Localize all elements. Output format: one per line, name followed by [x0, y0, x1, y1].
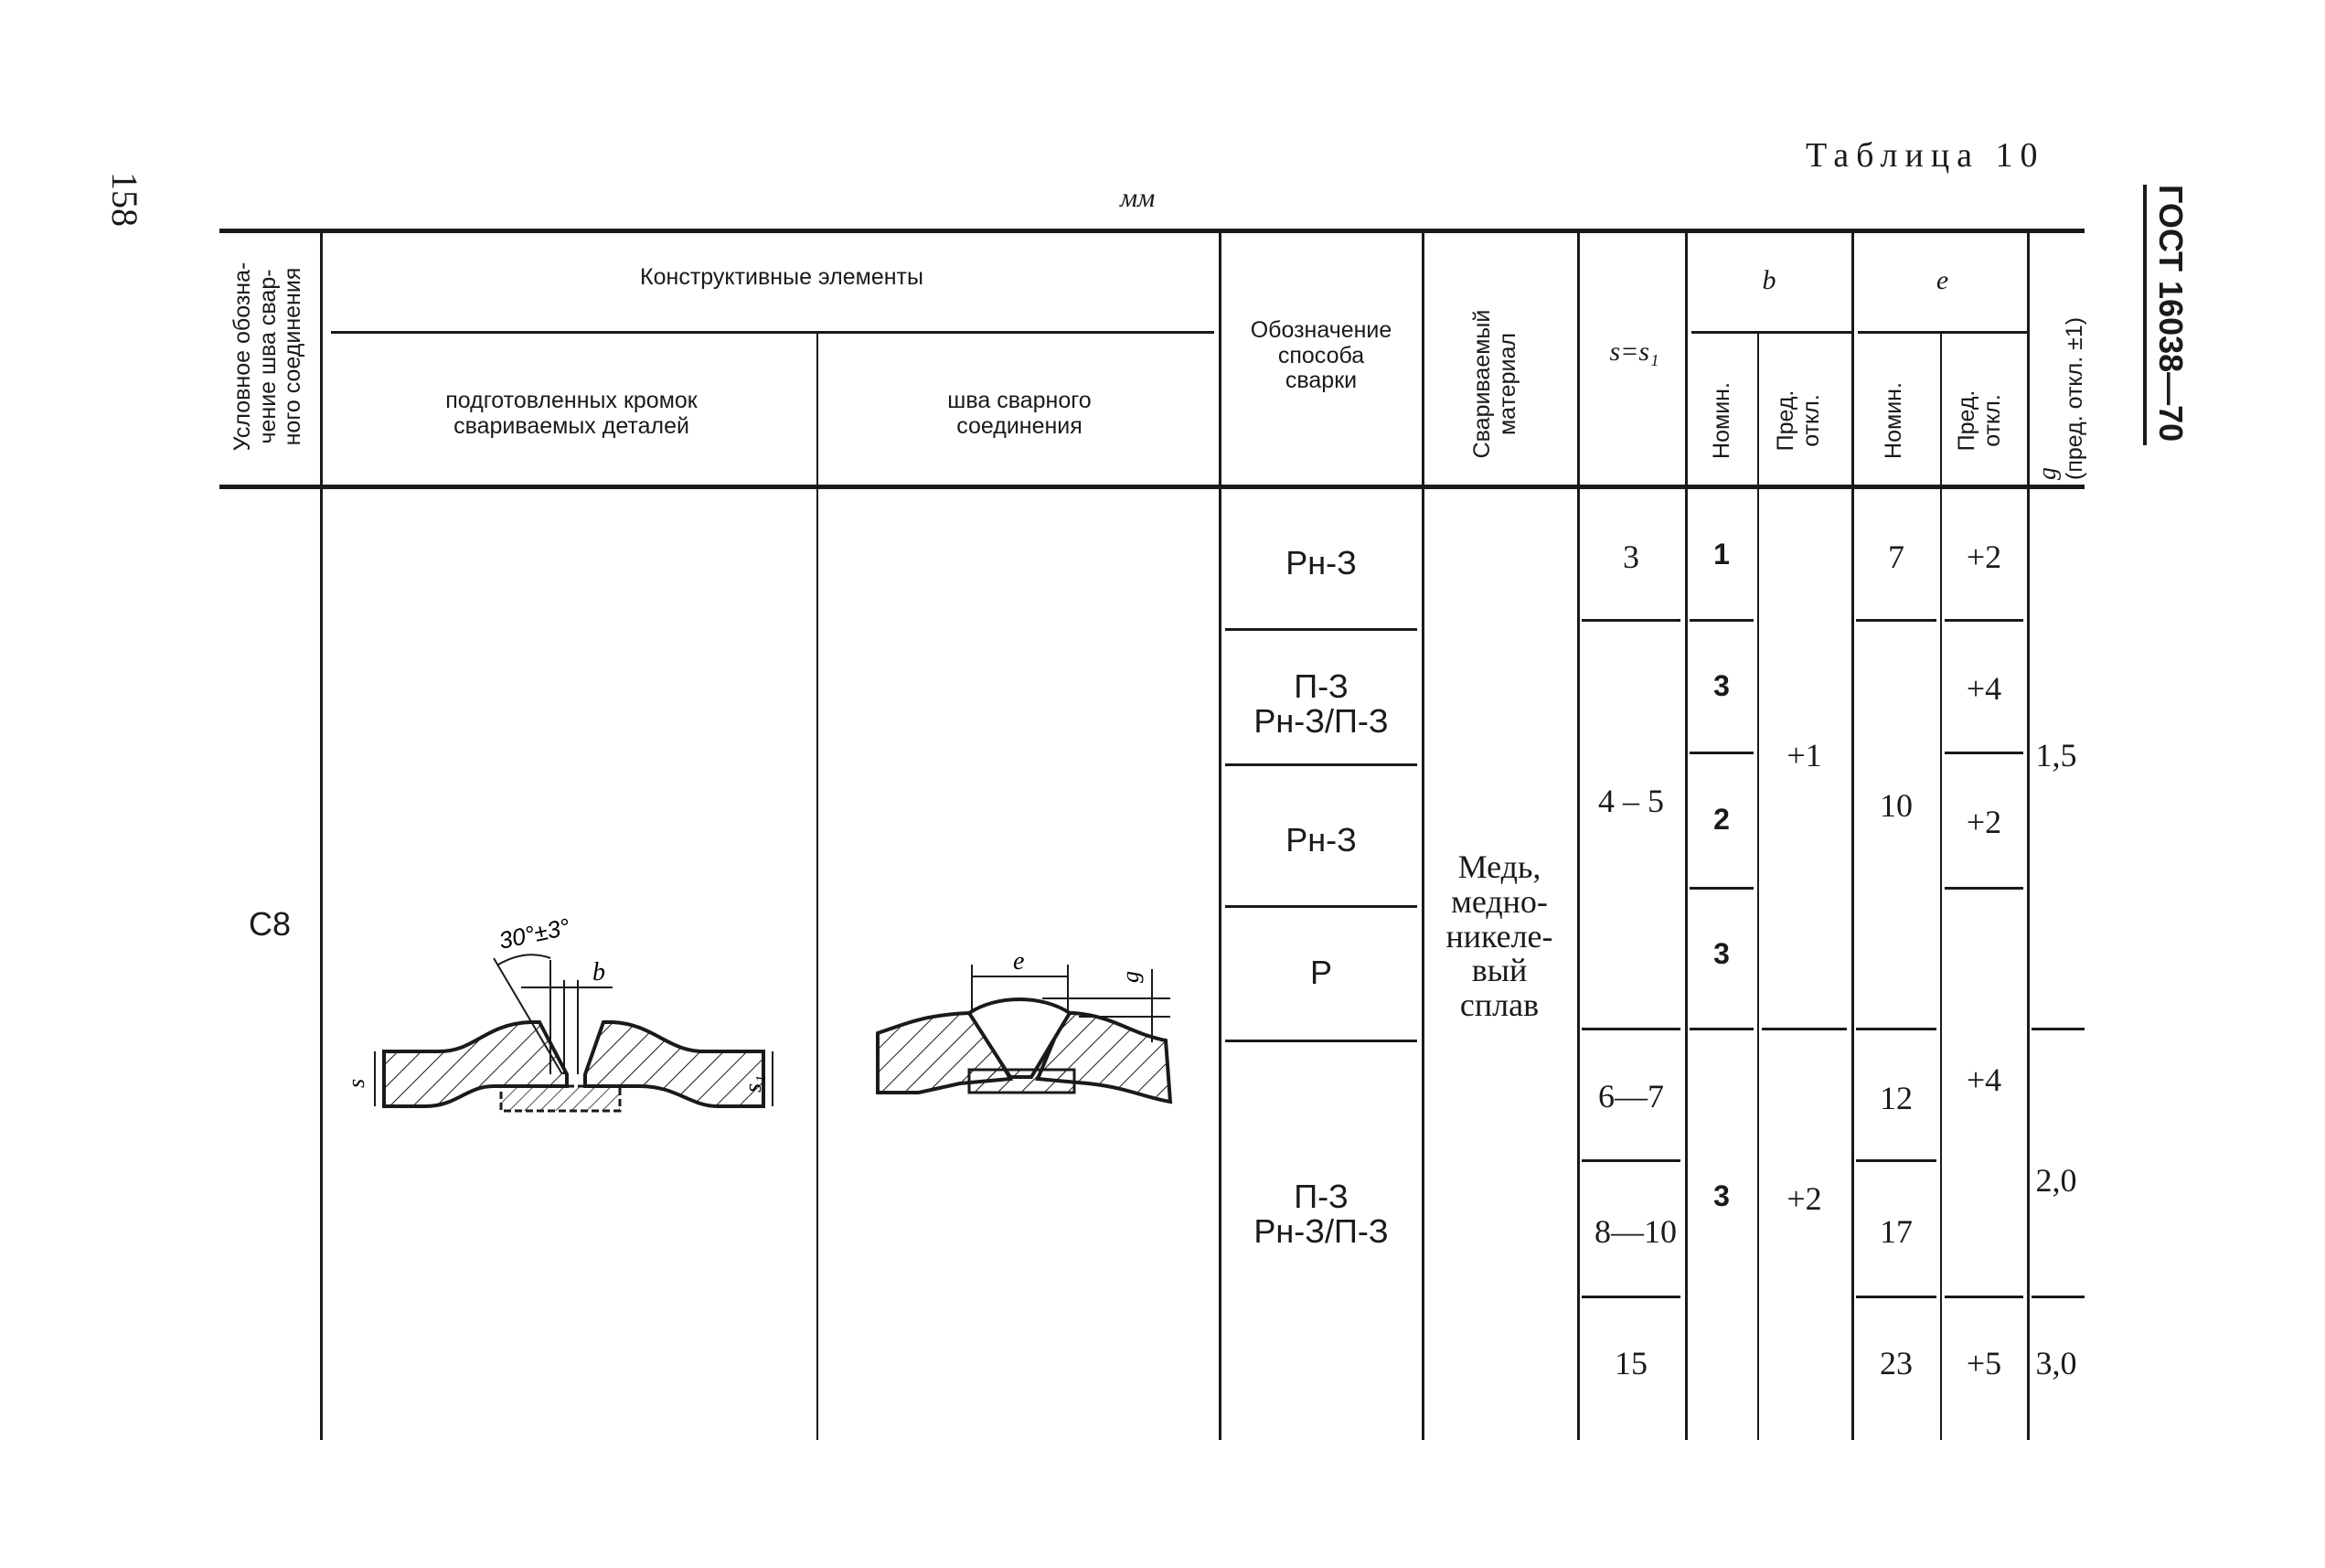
b-nom-sep-4: [1690, 1028, 1754, 1030]
header-designation-line-3: ного соединения: [280, 267, 305, 446]
e-tolerance-3: +2: [1966, 804, 2002, 840]
g-value-2: 2,0: [2035, 1162, 2077, 1199]
header-e-tolerance: [1955, 366, 2005, 475]
header-material-line-2: материал: [1494, 333, 1520, 435]
s-value-5: 15: [1615, 1345, 1648, 1381]
s-value-3: 6—7: [1598, 1078, 1664, 1115]
header-e: e: [1936, 265, 1949, 295]
b-nominal-5: 3: [1713, 1179, 1730, 1212]
e-nominal-2: 10: [1880, 787, 1913, 824]
material-line-3: никеле-: [1445, 917, 1553, 955]
method-2: [1225, 669, 1417, 739]
b-tol-sep-1: [1762, 1028, 1847, 1030]
page-number: 158: [104, 172, 145, 227]
s-sep-2: [1582, 1028, 1680, 1030]
gost-rule: [2143, 185, 2147, 445]
header-thickness: s=s₁: [1609, 336, 1659, 367]
method-sep-2: [1225, 763, 1417, 766]
table-title: Таблица 10: [1806, 136, 2045, 175]
gost-code: ГОСТ 16038—70: [2152, 185, 2190, 443]
width-label: e: [1013, 947, 1025, 976]
header-g-symbol: g: [2033, 467, 2062, 480]
method-4: Р: [1309, 954, 1332, 991]
header-g: [2034, 251, 2087, 480]
method-3: Рн-З: [1285, 821, 1357, 859]
header-weld-seam-line-1: шва сварного: [947, 388, 1092, 413]
header-e-tolerance-line-1: Пред.: [1954, 389, 1979, 452]
header-e-tolerance-line-2: откл.: [1978, 394, 2005, 447]
header-weld-seam-line-2: соединения: [956, 412, 1083, 439]
header-designation-line-1: Условное обозна-: [229, 261, 255, 452]
e-nominal-4: 17: [1880, 1213, 1913, 1250]
method-sep-3: [1225, 905, 1417, 908]
header-method-line-2: способа: [1277, 342, 1365, 368]
header-prepared-edges: [366, 389, 777, 439]
col-rule-5: [1577, 233, 1580, 1440]
col-rule-4: [1422, 233, 1424, 1440]
col-rule-7: [1757, 334, 1759, 1440]
thickness-2-label: s₁: [740, 1074, 766, 1093]
s-sep-3: [1582, 1159, 1680, 1162]
header-method: [1230, 318, 1413, 394]
s-value-4: 8—10: [1594, 1213, 1677, 1250]
s-sep-1: [1582, 619, 1680, 622]
reinforcement-label: g: [1117, 971, 1144, 983]
b-nominal-1: 1: [1713, 538, 1730, 571]
g-sep-1: [2032, 1028, 2085, 1030]
e-tolerance-1: +2: [1966, 539, 2002, 575]
col-rule-6: [1685, 233, 1688, 1440]
b-subheader-rule: [1691, 331, 1851, 334]
e-nominal-3: 12: [1880, 1080, 1913, 1116]
header-designation-line-2: чение шва свар-: [254, 269, 281, 444]
header-g-tolerance: (пред. откл. ±1): [2061, 316, 2087, 480]
e-nom-sep-4: [1856, 1296, 1936, 1298]
header-prepared-edges-line-2: свариваемых деталей: [453, 412, 689, 439]
method-2-line-2: Рн-З/П-З: [1253, 701, 1389, 740]
header-material-line-1: Свариваемый: [1469, 309, 1495, 459]
header-method-line-1: Обозначение: [1250, 317, 1392, 343]
e-tolerance-2: +4: [1966, 670, 2002, 707]
material-line-2: медно-: [1451, 882, 1548, 920]
units-label: мм: [1120, 183, 1156, 213]
method-sep-1: [1225, 628, 1417, 631]
structural-subheader-rule: [331, 331, 1214, 334]
s-value-1: 3: [1623, 539, 1639, 575]
material-line-1: Медь,: [1457, 848, 1541, 885]
header-method-line-3: сварки: [1285, 368, 1358, 393]
b-nom-sep-2: [1690, 752, 1754, 754]
material-line-4: вый: [1471, 952, 1528, 989]
backing-strip: [501, 1086, 620, 1111]
method-5: [1225, 1179, 1417, 1249]
header-b-tolerance: [1774, 366, 1824, 475]
header-designation: [230, 238, 306, 475]
header-weld-seam: [859, 389, 1179, 439]
e-nom-sep-3: [1856, 1159, 1936, 1162]
material: [1426, 850, 1573, 1023]
b-nominal-4: 3: [1713, 937, 1730, 970]
e-tol-sep-1: [1945, 619, 2023, 622]
method-5-line-1: П-З: [1294, 1178, 1349, 1215]
b-nom-sep-1: [1690, 619, 1754, 622]
b-nominal-2: 3: [1713, 669, 1730, 702]
e-nom-sep-1: [1856, 619, 1936, 622]
s-sep-4: [1582, 1296, 1680, 1298]
g-value-1: 1,5: [2035, 737, 2077, 773]
method-2-line-1: П-З: [1294, 667, 1349, 705]
b-nominal-3: 2: [1713, 803, 1730, 836]
col-rule-9: [1940, 334, 1942, 1440]
col-rule-10: [2027, 233, 2030, 1440]
header-prepared-edges-line-1: подготовленных кромок: [445, 388, 698, 413]
material-line-5: сплав: [1459, 987, 1540, 1024]
header-b: b: [1762, 265, 1776, 295]
prepared-edges-drawing: [338, 878, 795, 1143]
method-sep-4: [1225, 1040, 1417, 1042]
e-nominal-1: 7: [1888, 539, 1904, 575]
col-rule-1: [320, 233, 323, 1440]
table-top-rule: [219, 229, 2085, 233]
e-tol-sep-2: [1945, 752, 2023, 754]
e-nom-sep-2: [1856, 1028, 1936, 1030]
col-rule-2: [816, 334, 818, 1440]
weld-backing: [969, 1070, 1074, 1093]
header-b-tolerance-line-1: Пред.: [1773, 389, 1798, 452]
method-5-line-2: Рн-З/П-З: [1253, 1211, 1389, 1250]
angle-label: 30°±3°: [496, 912, 572, 955]
method-1: Рн-З: [1285, 544, 1357, 581]
s-value-2: 4 – 5: [1598, 783, 1664, 819]
b-tolerance-1: +1: [1786, 737, 1822, 773]
col-rule-3: [1219, 233, 1221, 1440]
header-e-nominal: Номин.: [1881, 382, 1906, 459]
header-structural-elements: Конструктивные элементы: [640, 264, 923, 290]
e-nominal-5: 23: [1880, 1345, 1913, 1381]
b-tolerance-2: +2: [1786, 1180, 1822, 1217]
g-value-3: 3,0: [2035, 1345, 2077, 1381]
weld-seam-drawing: [869, 942, 1179, 1125]
e-tolerance-4: +4: [1966, 1061, 2002, 1098]
g-sep-2: [2032, 1296, 2085, 1298]
gap-label: b: [592, 958, 605, 987]
col-rule-8: [1851, 233, 1854, 1440]
e-tol-sep-4: [1945, 1296, 2023, 1298]
row-designation: С8: [248, 905, 292, 943]
header-b-nominal: Номин.: [1709, 382, 1734, 459]
b-nom-sep-3: [1690, 887, 1754, 890]
header-b-tolerance-line-2: откл.: [1797, 394, 1824, 447]
angle-arc: [498, 955, 550, 965]
header-bottom-rule: [219, 485, 2085, 489]
e-subheader-rule: [1858, 331, 2027, 334]
thickness-label: s: [343, 1078, 369, 1088]
e-tolerance-5: +5: [1966, 1345, 2002, 1381]
e-tol-sep-3: [1945, 887, 2023, 890]
header-material: [1470, 293, 1520, 475]
